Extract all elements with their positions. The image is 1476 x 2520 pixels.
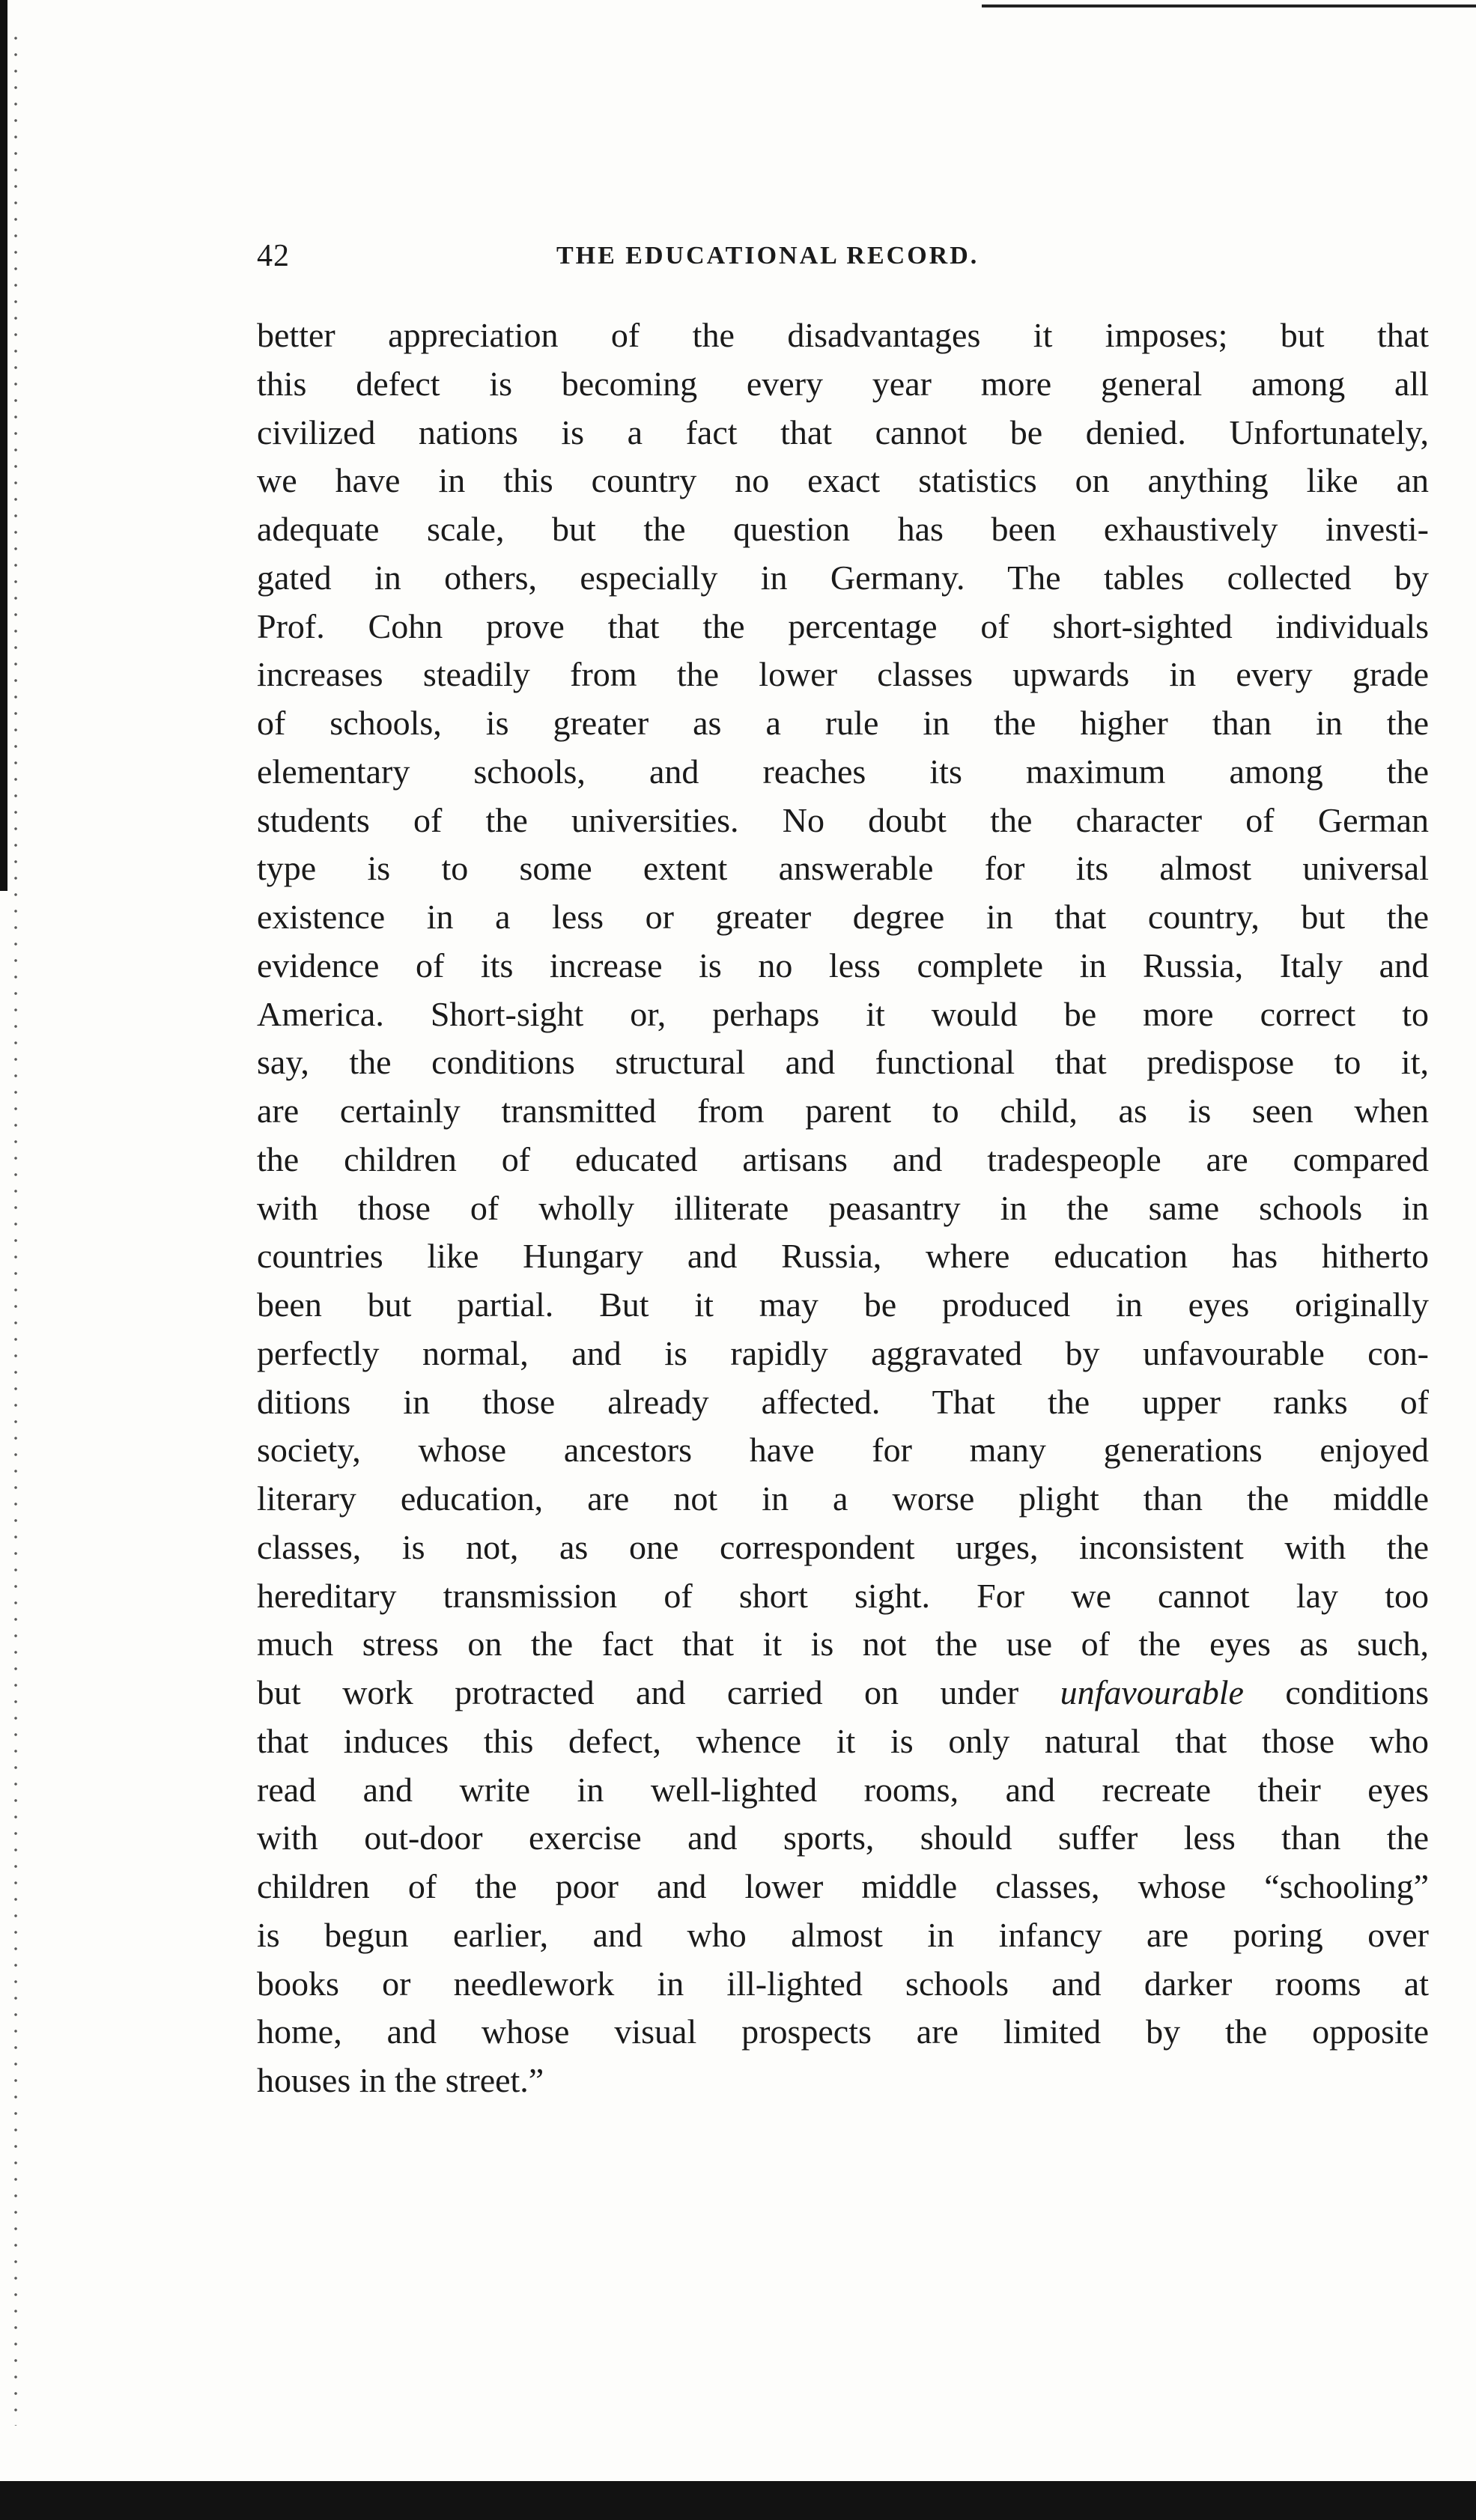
line-lead: but work protracted and carried on under — [257, 1673, 1019, 1711]
text-line: of schools, is greater as a rule in the higher than in the — [257, 704, 1429, 742]
bottom-scan-border — [0, 2481, 1476, 2520]
text-line: books or needlework in ill-lighted schools and darker rooms at — [257, 1964, 1429, 2003]
text-line: ditions in those already affected. That the upper ranks of — [257, 1382, 1429, 1421]
text-line: adequate scale, but the question has been exhaustively investi- — [257, 510, 1429, 548]
text-line: home, and whose visual prospects are limited by the opposite — [257, 2012, 1429, 2051]
text-line: gated in others, especially in Germany. The tables collected by — [257, 558, 1429, 597]
top-rule — [982, 4, 1476, 7]
text-line: elementary schools, and reaches its maximum among the — [257, 752, 1429, 791]
text-line: the children of educated artisans and tradespeople are compared — [257, 1139, 1429, 1178]
text-line: with out-door exercise and sports, should suffer less than the — [257, 1819, 1429, 1857]
text-line: America. Short-sight or, perhaps it would be more correct to — [257, 994, 1429, 1033]
page-number: 42 — [257, 239, 290, 273]
running-title: THE EDUCATIONAL RECORD. — [556, 242, 980, 270]
text-line: countries like Hungary and Russia, where education has hitherto — [257, 1237, 1429, 1276]
text-line: existence in a less or greater degree in that country, but the — [257, 898, 1429, 936]
text-line: society, whose ancestors have for many generations enjoyed — [257, 1431, 1429, 1470]
text-line: perfectly normal, and is rapidly aggravated by unfavourable con- — [257, 1333, 1429, 1372]
text-line: hereditary transmission of short sight. For we cannot lay too — [257, 1576, 1429, 1615]
text-line: evidence of its increase is no less complete in Russia, Italy and — [257, 946, 1429, 984]
text-line: we have in this country no exact statistics on anything like an — [257, 461, 1429, 500]
text-line: with those of wholly illiterate peasantry in the same schools in — [257, 1188, 1429, 1227]
text-line: been but partial. But it may be produced in eyes originally — [257, 1285, 1429, 1324]
text-line: civilized nations is a fact that cannot be denied. Unfortunately, — [257, 413, 1429, 451]
text-line: increases steadily from the lower classes upwards in every grade — [257, 655, 1429, 694]
body-text — [257, 311, 1429, 2105]
text-line: better appreciation of the disadvantages it imposes; but that — [257, 316, 1429, 354]
text-line: children of the poor and lower middle classes, whose “schooling” — [257, 1867, 1429, 1905]
text-line-last: houses in the street.” — [257, 2061, 544, 2099]
text-line: read and write in well-lighted rooms, and recreate their eyes — [257, 1770, 1429, 1809]
text-line: is begun earlier, and who almost in infancy are poring over — [257, 1915, 1429, 1954]
text-line: literary education, are not in a worse plight than the middle — [257, 1479, 1429, 1518]
text-line: this defect is becoming every year more general among all — [257, 364, 1429, 403]
text-line: say, the conditions structural and functional that predispose to it, — [257, 1043, 1429, 1082]
text-line: type is to some extent answerable for its almost universal — [257, 849, 1429, 888]
running-head — [257, 234, 1433, 279]
text-line: much stress on the fact that it is not the use of the eyes as such, — [257, 1625, 1429, 1664]
text-line: classes, is not, as one correspondent urges, inconsistent with the — [257, 1527, 1429, 1566]
binding-artifacts — [13, 30, 18, 2426]
text-line-with-italic — [257, 1669, 1429, 1717]
text-line: that induces this defect, whence it is only natural that those who — [257, 1721, 1429, 1760]
text-line: Prof. Cohn prove that the percentage of short-sighted individuals — [257, 606, 1429, 645]
italic-phrase: unfavourable — [1060, 1673, 1244, 1711]
binding-edge — [0, 0, 7, 891]
line-tail: conditions — [1285, 1673, 1429, 1711]
text-line: students of the universities. No doubt the character of German — [257, 800, 1429, 839]
text-line: are certainly transmitted from parent to child, as is seen when — [257, 1092, 1429, 1130]
